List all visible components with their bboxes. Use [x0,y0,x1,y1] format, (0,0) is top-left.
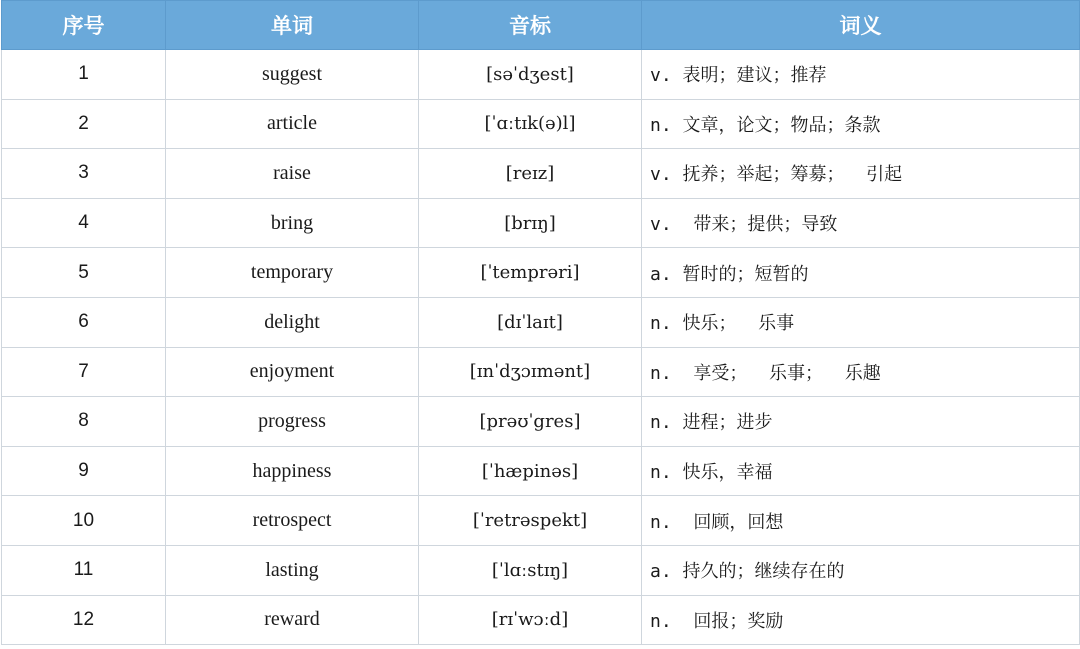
header-row [2,1,1080,50]
header-number: 序号 [2,1,166,50]
row-phonetic: [ˈtemprəri] [419,248,642,298]
row-number: 7 [2,347,166,397]
row-word: lasting [166,545,419,595]
row-phonetic: [ˈhæpinəs] [419,446,642,496]
header-phonetic: 音标 [419,1,642,50]
row-number: 6 [2,297,166,347]
table-row [2,198,1080,248]
table-row [2,99,1080,149]
row-phonetic: [ˈretrəspekt] [419,496,642,546]
row-meaning: a. 暂时的；短暂的 [642,248,1080,298]
row-phonetic: [ɪnˈdʒɔɪmənt] [419,347,642,397]
vocabulary-table [1,0,1080,645]
row-meaning: n. 文章，论文；物品；条款 [642,99,1080,149]
row-meaning: n. 回报；奖励 [642,595,1080,645]
table-row [2,248,1080,298]
row-phonetic: [səˈdʒest] [419,50,642,100]
row-word: article [166,99,419,149]
row-word: temporary [166,248,419,298]
row-number: 1 [2,50,166,100]
table-row [2,496,1080,546]
row-meaning: n. 进程；进步 [642,397,1080,447]
row-word: happiness [166,446,419,496]
header-word: 单词 [166,1,419,50]
row-word: suggest [166,50,419,100]
row-number: 10 [2,496,166,546]
row-phonetic: [prəʊˈgres] [419,397,642,447]
row-phonetic: [rɪˈwɔːd] [419,595,642,645]
row-number: 5 [2,248,166,298]
header-meaning: 词义 [642,1,1080,50]
row-meaning: n. 快乐； 乐事 [642,297,1080,347]
row-number: 2 [2,99,166,149]
table-row [2,347,1080,397]
row-word: retrospect [166,496,419,546]
row-word: enjoyment [166,347,419,397]
row-phonetic: [brɪŋ] [419,198,642,248]
row-number: 8 [2,397,166,447]
row-word: raise [166,149,419,199]
table-row [2,446,1080,496]
row-number: 9 [2,446,166,496]
row-meaning: v. 带来；提供；导致 [642,198,1080,248]
row-meaning: n. 享受； 乐事； 乐趣 [642,347,1080,397]
row-number: 4 [2,198,166,248]
row-meaning: v. 表明；建议；推荐 [642,50,1080,100]
table-row [2,397,1080,447]
row-number: 3 [2,149,166,199]
row-phonetic: [reɪz] [419,149,642,199]
row-word: progress [166,397,419,447]
row-number: 12 [2,595,166,645]
table-row [2,149,1080,199]
row-word: bring [166,198,419,248]
row-phonetic: [ˈlɑːstɪŋ] [419,545,642,595]
table-row [2,595,1080,645]
row-meaning: n. 回顾，回想 [642,496,1080,546]
row-phonetic: [dɪˈlaɪt] [419,297,642,347]
row-meaning: a. 持久的；继续存在的 [642,545,1080,595]
table-row [2,297,1080,347]
row-meaning: n. 快乐，幸福 [642,446,1080,496]
table-row [2,545,1080,595]
table-row [2,50,1080,100]
row-meaning: v. 抚养；举起；筹募； 引起 [642,149,1080,199]
row-number: 11 [2,545,166,595]
row-word: reward [166,595,419,645]
row-word: delight [166,297,419,347]
row-phonetic: [ˈɑːtɪk(ə)l] [419,99,642,149]
